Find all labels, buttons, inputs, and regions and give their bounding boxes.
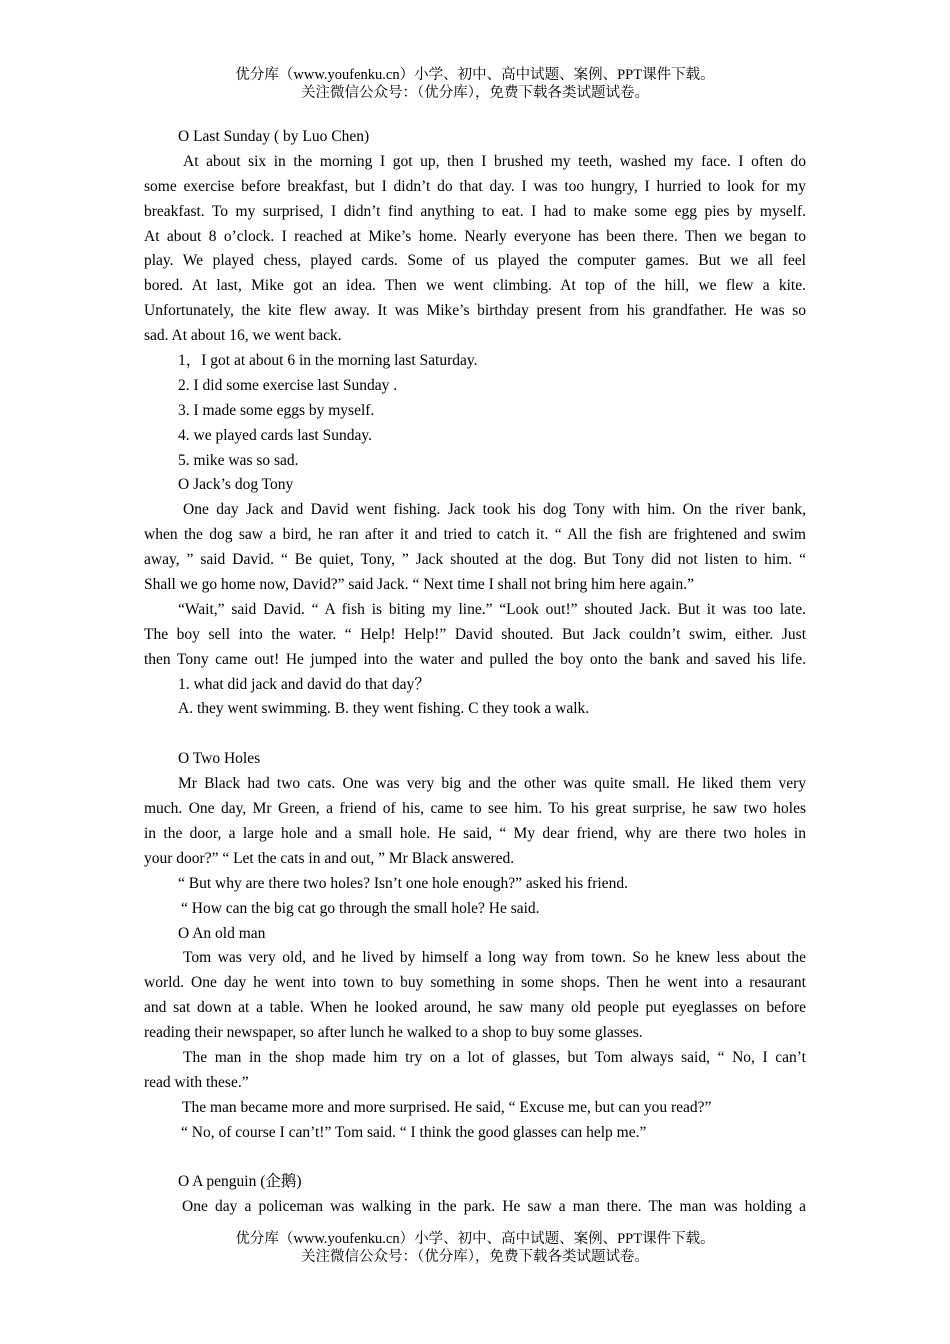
text-line: At about six in the morning I got up, then I brushed my teeth, washed my face. I often do (183, 152, 806, 170)
text-line: 5. mike was so sad. (178, 451, 299, 469)
text-line: bored. At last, Mike got an idea. Then we went climbing. At top of the hill, we flew a kite. (144, 277, 806, 295)
text-line: O A penguin (企鹅) (178, 1173, 302, 1191)
text-line: “ No, of course I can’t!” Tom said. “ I think the good glasses can help me.” (181, 1123, 647, 1141)
text-line: “ But why are there two holes? Isn’t one hole enough?” asked his friend. (178, 874, 628, 892)
page-header (0, 66, 950, 102)
text-line: away, ” said David. “ Be quiet, Tony, ” Jack shouted at the dog. But Tony did not listen to him. “ (144, 551, 806, 569)
text-line: A. they went swimming. B. they went fishing. C they took a walk. (178, 700, 590, 718)
text-line: much. One day, Mr Green, a friend of his, came to see him. To his great surprise, he saw two holes (144, 800, 806, 818)
text-line: 1，I got at about 6 in the morning last Saturday. (178, 352, 478, 370)
text-line: reading their newspaper, so after lunch he walked to a shop to buy some glasses. (144, 1024, 643, 1042)
blank-line (144, 722, 806, 747)
text-line: 3. I made some eggs by myself. (178, 401, 375, 419)
header-line-1: 优分库（www.youfenku.cn）小学、初中、高中试题、案例、PPT课件下载。 (235, 67, 715, 83)
text-line: At about 8 o’clock. I reached at Mike’s home. Nearly everyone has been there. Then we began to (144, 227, 806, 245)
text-line: O Jack’s dog Tony (178, 476, 294, 494)
text-line: read with these.” (144, 1073, 249, 1091)
page-footer (0, 1230, 950, 1266)
document-body (144, 125, 806, 1220)
text-line: The boy sell into the water. “ Help! Help!” David shouted. But Jack couldn’t swim, either. Just (144, 625, 806, 643)
text-line: The man in the shop made him try on a lot of glasses, but Tom always said, “ No, I can’t (183, 1048, 806, 1066)
footer-line-1: 优分库（www.youfenku.cn）小学、初中、高中试题、案例、PPT课件下载。 (235, 1231, 715, 1247)
text-line: 4. we played cards last Sunday. (178, 426, 372, 444)
text-line: then Tony came out! He jumped into the water and pulled the boy onto the bank and saved his life. (144, 650, 806, 668)
header-line-2: 关注微信公众号：（优分库），免费下载各类试题试卷。 (301, 85, 649, 101)
text-line: Unfortunately, the kite flew away. It was Mike’s birthday present from his grandfather. He was so (144, 302, 806, 320)
text-line: your door?” “ Let the cats in and out, ” Mr Black answered. (144, 849, 515, 867)
text-line: The man became more and more surprised. He said, “ Excuse me, but can you read?” (182, 1098, 712, 1116)
text-line: “ How can the big cat go through the small hole? He said. (181, 899, 540, 917)
text-line: world. One day he went into town to buy something in some shops. Then he went into a resaurant (144, 974, 806, 992)
text-line: Shall we go home now, David?” said Jack. “ Next time I shall not bring him here again.” (144, 576, 694, 594)
text-line: “Wait,” said David. “ A fish is biting my line.” “Look out!” shouted Jack. But it was too late. (178, 600, 806, 618)
text-line: O Last Sunday ( by Luo Chen) (178, 128, 370, 145)
text-line: some exercise before breakfast, but I didn’t do that day. I was too hungry, I hurried to look for my (144, 177, 806, 195)
text-line: sad. At about 16, we went back. (144, 327, 342, 345)
text-line: in the door, a large hole and a small hole. He said, “ My dear friend, why are there two holes in (144, 824, 806, 842)
text-line: Mr Black had two cats. One was very big and the other was quite small. He liked them very (178, 775, 806, 793)
text-line: breakfast. To my surprised, I didn’t find anything to eat. I had to make some egg pies by myself. (144, 202, 806, 220)
text-line: when the dog saw a bird, he ran after it and tried to catch it. “ All the fish are frightened and swim (144, 526, 806, 544)
text-line: One day a policeman was walking in the park. He saw a man there. The man was holding a (182, 1198, 806, 1216)
text-line: and sat down at a table. When he looked around, he saw many old people put eyeglasses on before (144, 999, 806, 1017)
text-line: 2. I did some exercise last Sunday . (178, 376, 398, 394)
text-line: 1. what did jack and david do that day？ (178, 675, 430, 693)
text-line: Tom was very old, and he lived by himself a long way from town. So he knew less about the (183, 949, 806, 967)
text-line: O An old man (178, 924, 266, 942)
footer-line-2: 关注微信公众号：（优分库），免费下载各类试题试卷。 (301, 1249, 649, 1265)
blank-line (144, 1146, 806, 1171)
text-line: One day Jack and David went fishing. Jack took his dog Tony with him. On the river bank, (183, 501, 806, 519)
text-line: O Two Holes (178, 750, 261, 768)
text-line: play. We played chess, played cards. Some of us played the computer games. But we all feel (144, 252, 806, 270)
